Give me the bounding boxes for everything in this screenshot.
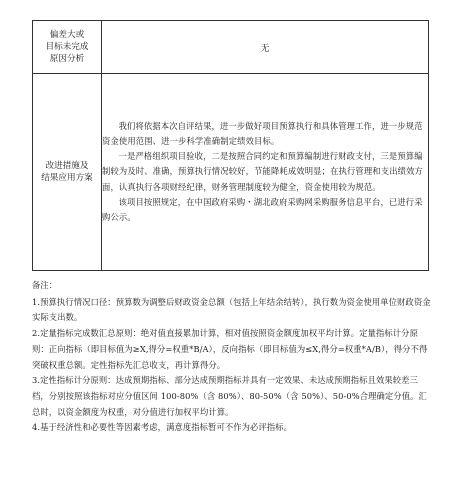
deviation-label-line: 目标未完成 <box>45 42 89 52</box>
measures-paragraph: 该项目按照规定，在中国政府采购・湖北政府采购网采购服务信息平台，已进行采购公示。 <box>102 196 423 222</box>
measures-content <box>102 74 429 271</box>
evaluation-table <box>32 20 429 271</box>
measures-paragraph: 我们将依据本次自评结果，进一步做好项目预算执行和具体管理工作，进一步规范资金使用范围、进一步科学准确制定绩效目标。 <box>102 120 423 146</box>
note-item: 3.定性指标计分原则：达成预期指标、部分达成预期指标并具有一定效果、未达成预期指标且效果较差三档，分别按照该指标对应分值区间 100-80%（含 80%）、80-50%（含 50%）、50-0%合理确定分值。汇总时，以资金额度为权重，对分值进行加权平均计算。 <box>32 375 427 417</box>
measures-label-cell <box>33 74 102 271</box>
notes-section <box>32 278 432 436</box>
measures-label-line: 结果应用方案 <box>41 173 93 183</box>
deviation-value: 无 <box>102 21 429 74</box>
deviation-label-line: 偏差大或 <box>49 30 85 40</box>
measures-row <box>33 74 429 271</box>
deviation-label-line: 原因分析 <box>49 54 85 64</box>
note-item: 2.定量指标完成数汇总原则：绝对值直接累加计算，相对值按照资金额度加权平均计算。定量指标计分原则：正向指标（即目标值为≥X,得分=权重*B/A），反向指标（即目标值为≤X,得分=权重*A/B），得分不得突破权重总额。定性指标先汇总收支，再计算得分。 <box>32 328 428 370</box>
note-item: 1.预算执行情况口径：预算数为调整后财政资金总额（包括上年结余结转），执行数为资金使用单位财政资金实际支出数。 <box>32 296 431 323</box>
deviation-row <box>33 21 429 74</box>
deviation-label-cell <box>33 21 102 74</box>
notes-title: 备注： <box>32 280 58 290</box>
measures-label-line: 改进措施及 <box>45 161 89 171</box>
measures-paragraph: 一是严格组织项目验收，二是按照合同约定和预算编制进行财政支付，三是预算编制较为及时、准确，预算执行情况较好，节能降耗成效明显；在执行管理和支出绩效方面，认真执行各项财经纪律，财务管理制度较为健全，资金使用较为规范。 <box>102 151 423 192</box>
note-item: 4.基于经济性和必要性等因素考虑，满意度指标暂可不作为必评指标。 <box>32 422 293 433</box>
